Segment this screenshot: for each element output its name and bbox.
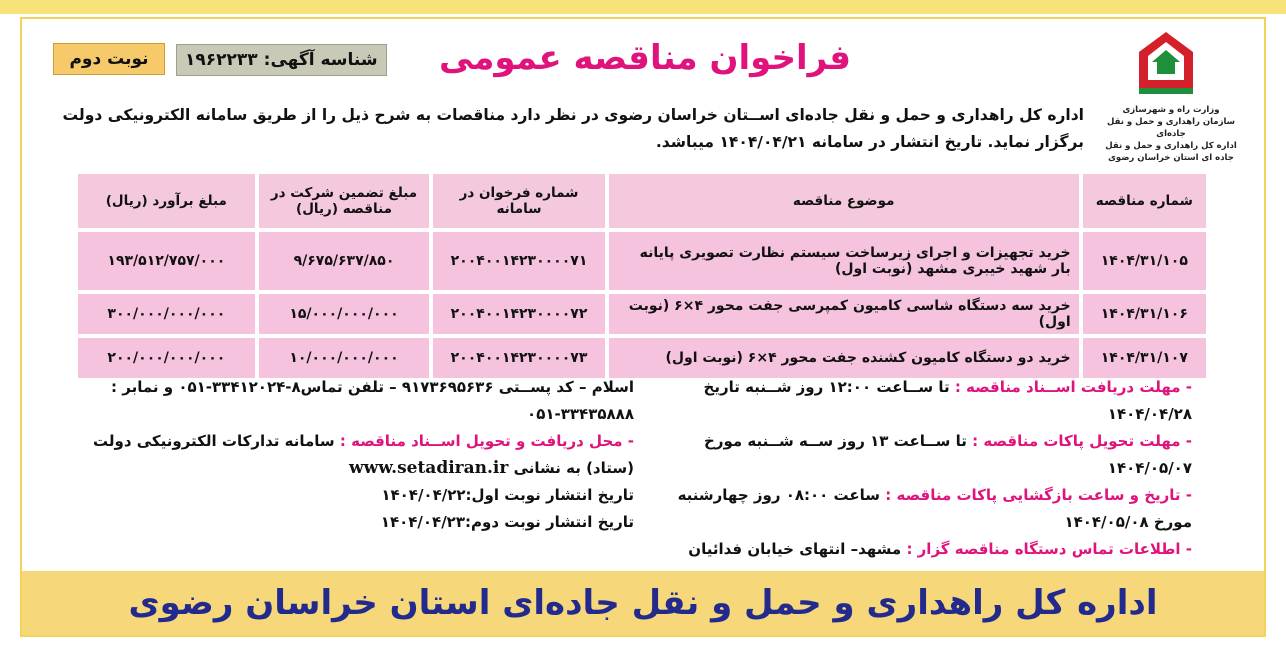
header-subject: موضوع مناقصه xyxy=(609,174,1079,228)
opening-date xyxy=(660,482,1192,536)
publish-date-second: تاریخ انتشار نوبت دوم:۱۴۰۴/۰۴/۲۳ xyxy=(380,513,634,531)
contact-value: مشهد– انتهای خیابان فدائیان xyxy=(688,540,902,558)
details-left-column xyxy=(74,374,634,536)
ad-id-label: شناسه آگهی: xyxy=(263,50,378,70)
intro-line-1: اداره کل راهداری و حمل و نقل جاده‌ای اســتان خراسان رضوی در نظر دارد مناقصات به شرح ذیل را از طریق سامانه الکترونیکی دولت xyxy=(62,106,1084,124)
cell-number: ۱۴۰۴/۳۱/۱۰۶ xyxy=(1083,294,1206,334)
cell-estimate: ۳۰۰/۰۰۰/۰۰۰/۰۰۰ xyxy=(78,294,255,334)
doc-deadline-value: تا ســاعت ۱۲:۰۰ روز شــنبه تاریخ ۱۴۰۴/۰۴/۲۸ xyxy=(703,378,1192,423)
ad-id-value: ۱۹۶۲۲۳۳ xyxy=(185,50,258,70)
header-number: شماره مناقصه xyxy=(1083,174,1206,228)
location-value: سامانه تدارکات الکترونیکی دولت (ستاد) به نشانی xyxy=(92,432,634,477)
cell-estimate: ۱۹۳/۵۱۲/۷۵۷/۰۰۰ xyxy=(78,232,255,290)
org-line: جاده ای استان خراسان رضوی xyxy=(1108,153,1234,163)
cell-subject: خرید دو دستگاه کامیون کشنده جفت محور ۴×۶ (نوبت اول) xyxy=(609,338,1079,378)
tenders-table xyxy=(74,170,1210,382)
cell-guarantee: ۱۰/۰۰۰/۰۰۰/۰۰۰ xyxy=(259,338,430,378)
opening-label: - تاریخ و ساعت بازگشایی پاکات مناقصه : xyxy=(885,486,1192,504)
contact-label: - اطلاعات تماس دستگاه مناقصه گزار : xyxy=(906,540,1192,558)
organization-lines xyxy=(1096,104,1246,164)
cell-call-number: ۲۰۰۴۰۰۱۴۲۳۰۰۰۰۷۱ xyxy=(433,232,604,290)
header-estimate: مبلغ برآورد (ریال) xyxy=(78,174,255,228)
doc-deadline xyxy=(660,374,1192,428)
cell-number: ۱۴۰۴/۳۱/۱۰۵ xyxy=(1083,232,1206,290)
ministry-logo-icon xyxy=(1135,30,1197,96)
cell-call-number: ۲۰۰۴۰۰۱۴۲۳۰۰۰۰۷۳ xyxy=(433,338,604,378)
top-band xyxy=(0,0,1286,14)
submission-deadline-value: تا ســاعت ۱۳ روز ســه شــنبه مورخ ۱۴۰۴/۰۵/۰۷ xyxy=(704,432,1192,477)
round-badge: نوبت دوم xyxy=(53,43,165,75)
doc-deadline-label: - مهلت دریافت اســناد مناقصه : xyxy=(954,378,1192,396)
table-row xyxy=(78,294,1206,334)
org-line: وزارت راه و شهرسازی xyxy=(1122,105,1220,115)
header-call-number: شماره فرخوان در سامانه xyxy=(433,174,604,228)
opening-value: ساعت ۰۸:۰۰ روز چهارشنبه مورخ ۱۴۰۴/۰۵/۰۸ xyxy=(677,486,1192,531)
page-title: فراخوان مناقصه عمومی xyxy=(438,38,852,78)
setadiran-link[interactable]: www.setadiran.ir xyxy=(348,458,509,478)
table-row xyxy=(78,232,1206,290)
footer-org-banner: اداره کل راهداری و حمل و نقل جاده‌ای استان خراسان رضوی xyxy=(22,571,1264,635)
cell-guarantee: ۱۵/۰۰۰/۰۰۰/۰۰۰ xyxy=(259,294,430,334)
submission-deadline-label: - مهلت تحویل پاکات مناقصه : xyxy=(972,432,1192,450)
header-guarantee: مبلغ تضمین شرکت در مناقصه (ریال) xyxy=(259,174,430,228)
cell-subject: خرید سه دستگاه شاسی کامیون کمپرسی جفت محور ۴×۶ (نوبت اول) xyxy=(609,294,1079,334)
cell-guarantee: ۹/۶۷۵/۶۳۷/۸۵۰ xyxy=(259,232,430,290)
submission-deadline xyxy=(660,428,1192,482)
intro-line-2: برگزار نماید. تاریخ انتشار در سامانه ۱۴۰۴/۰۴/۲۱ میباشد. xyxy=(655,133,1084,151)
contact-info xyxy=(660,536,1192,563)
contact-continuation: اسلام – کد پســتی ۹۱۷۳۶۹۵۶۳۶ – تلفن تماس۸-۳۳۴۱۲۰۲۴-۰۵۱ و نمابر : ۳۳۴۳۵۸۸۸-۰۵۱ xyxy=(111,378,634,423)
intro-text xyxy=(62,102,1084,156)
cell-call-number: ۲۰۰۴۰۰۱۴۲۳۰۰۰۰۷۲ xyxy=(433,294,604,334)
location-label: - محل دریافت و تحویل اســناد مناقصه : xyxy=(339,432,634,450)
table-row xyxy=(78,338,1206,378)
details-right-column xyxy=(660,374,1192,563)
cell-subject: خرید تجهیزات و اجرای زیرساخت سیستم نظارت تصویری پایانه بار شهید خیبری مشهد (نوبت اول) xyxy=(609,232,1079,290)
publish-date-first: تاریخ انتشار نوبت اول:۱۴۰۴/۰۴/۲۲ xyxy=(381,486,634,504)
cell-estimate: ۲۰۰/۰۰۰/۰۰۰/۰۰۰ xyxy=(78,338,255,378)
ad-id-box xyxy=(176,44,387,76)
cell-number: ۱۴۰۴/۳۱/۱۰۷ xyxy=(1083,338,1206,378)
org-line: اداره کل راهداری و حمل و نقل xyxy=(1105,141,1237,151)
doc-location xyxy=(74,428,634,482)
table-header-row xyxy=(78,174,1206,228)
org-line: سازمان راهداری و حمل و نقل جاده‌ای xyxy=(1106,117,1236,139)
